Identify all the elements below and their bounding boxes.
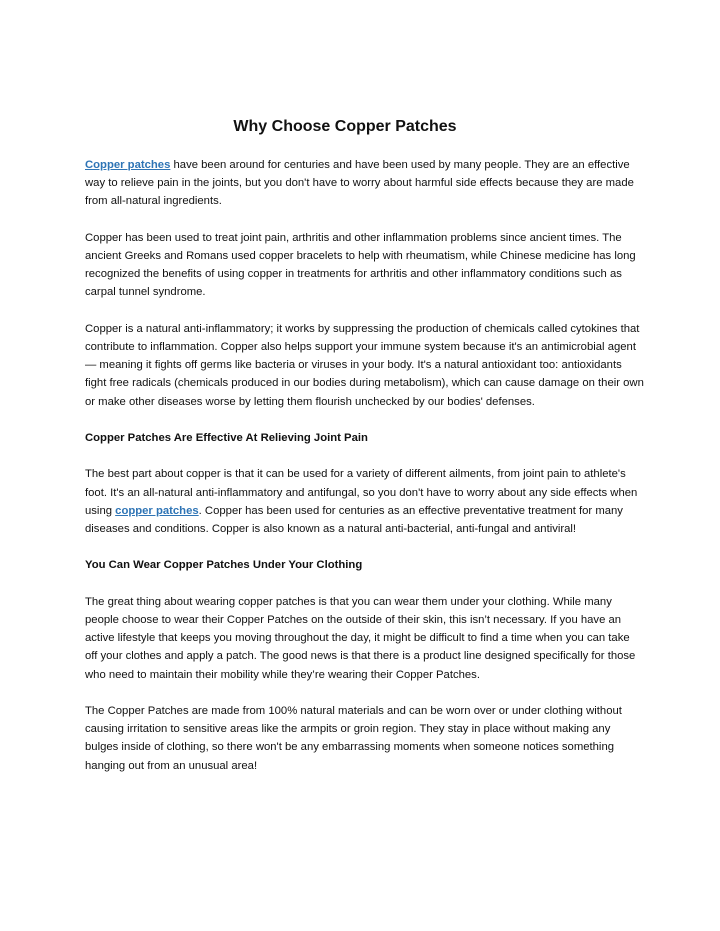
document-body (85, 156, 645, 793)
copper-patches-link[interactable]: Copper patches (85, 159, 171, 171)
paragraph-anti-inflammatory: Copper is a natural anti-inflammatory; it works by suppressing the production of chemicals called cytokines that contribute to inflammation. Copper also helps support your immune system because it's an antimicrobial agent — meaning it fights off germs like bacteria or viruses in your body. It's a natural antioxidant too: antioxidants fight free radicals (chemicals produced in our bodies during metabolism), which can cause damage on their own or make other diseases worse by letting them flourish unchecked by our bodies' defenses. (85, 322, 644, 408)
paragraph-ailments-text-before: The best part about copper is that it can be used for a variety of different ailments, from joint pain to athlete's foot. It's an all-natural anti-inflammatory and antifungal, so you don't have to worry about any side effects when using (85, 468, 638, 517)
paragraph-wearing: The great thing about wearing copper patches is that you can wear them under your clothing. While many people choose to wear their Copper Patches on the outside of their skin, this isn’t necessary. If you have an active lifestyle that keeps you moving throughout the day, it might be difficult to find a time when you can take off your clothes and apply a patch. The good news is that there is a product line designed specifically for those who need to maintain their mobility while they’re wearing their Copper Patches. (85, 595, 636, 681)
page-title: Why Choose Copper Patches (233, 118, 457, 135)
paragraph-materials: The Copper Patches are made from 100% natural materials and can be worn over or under clothing without causing irritation to sensitive areas like the armpits or groin region. They stay in place without making any bulges inside of clothing, so there won't be any embarrassing moments when someone notices something hanging out from an unusual area! (85, 704, 622, 772)
heading-under-clothing: You Can Wear Copper Patches Under Your Clothing (85, 559, 363, 572)
copper-patches-inline-link[interactable]: copper patches (115, 504, 199, 517)
paragraph-intro-text: have been around for centuries and have been used by many people. They are an effective way to relieve pain in the joints, but you don't have to worry about harmful side effects because they are made from all-natural ingredients. (85, 159, 634, 208)
paragraph-history: Copper has been used to treat joint pain, arthritis and other inflammation problems since ancient times. The ancient Greeks and Romans used copper bracelets to help with rheumatism, while Chinese medicine has long recognized the benefits of using copper in treatments for arthritis and other inflammatory conditions such as carpal tunnel syndrome. (85, 231, 636, 299)
paragraph-ailments-text-after: . Copper has been used for centuries as an effective preventative treatment for many diseases and conditions. Copper is also known as a natural anti-bacterial, anti-fungal and antiviral! (85, 504, 623, 535)
heading-joint-pain: Copper Patches Are Effective At Relieving Joint Pain (85, 432, 368, 444)
paragraph-ailments (85, 465, 645, 538)
paragraph-intro (85, 156, 645, 211)
